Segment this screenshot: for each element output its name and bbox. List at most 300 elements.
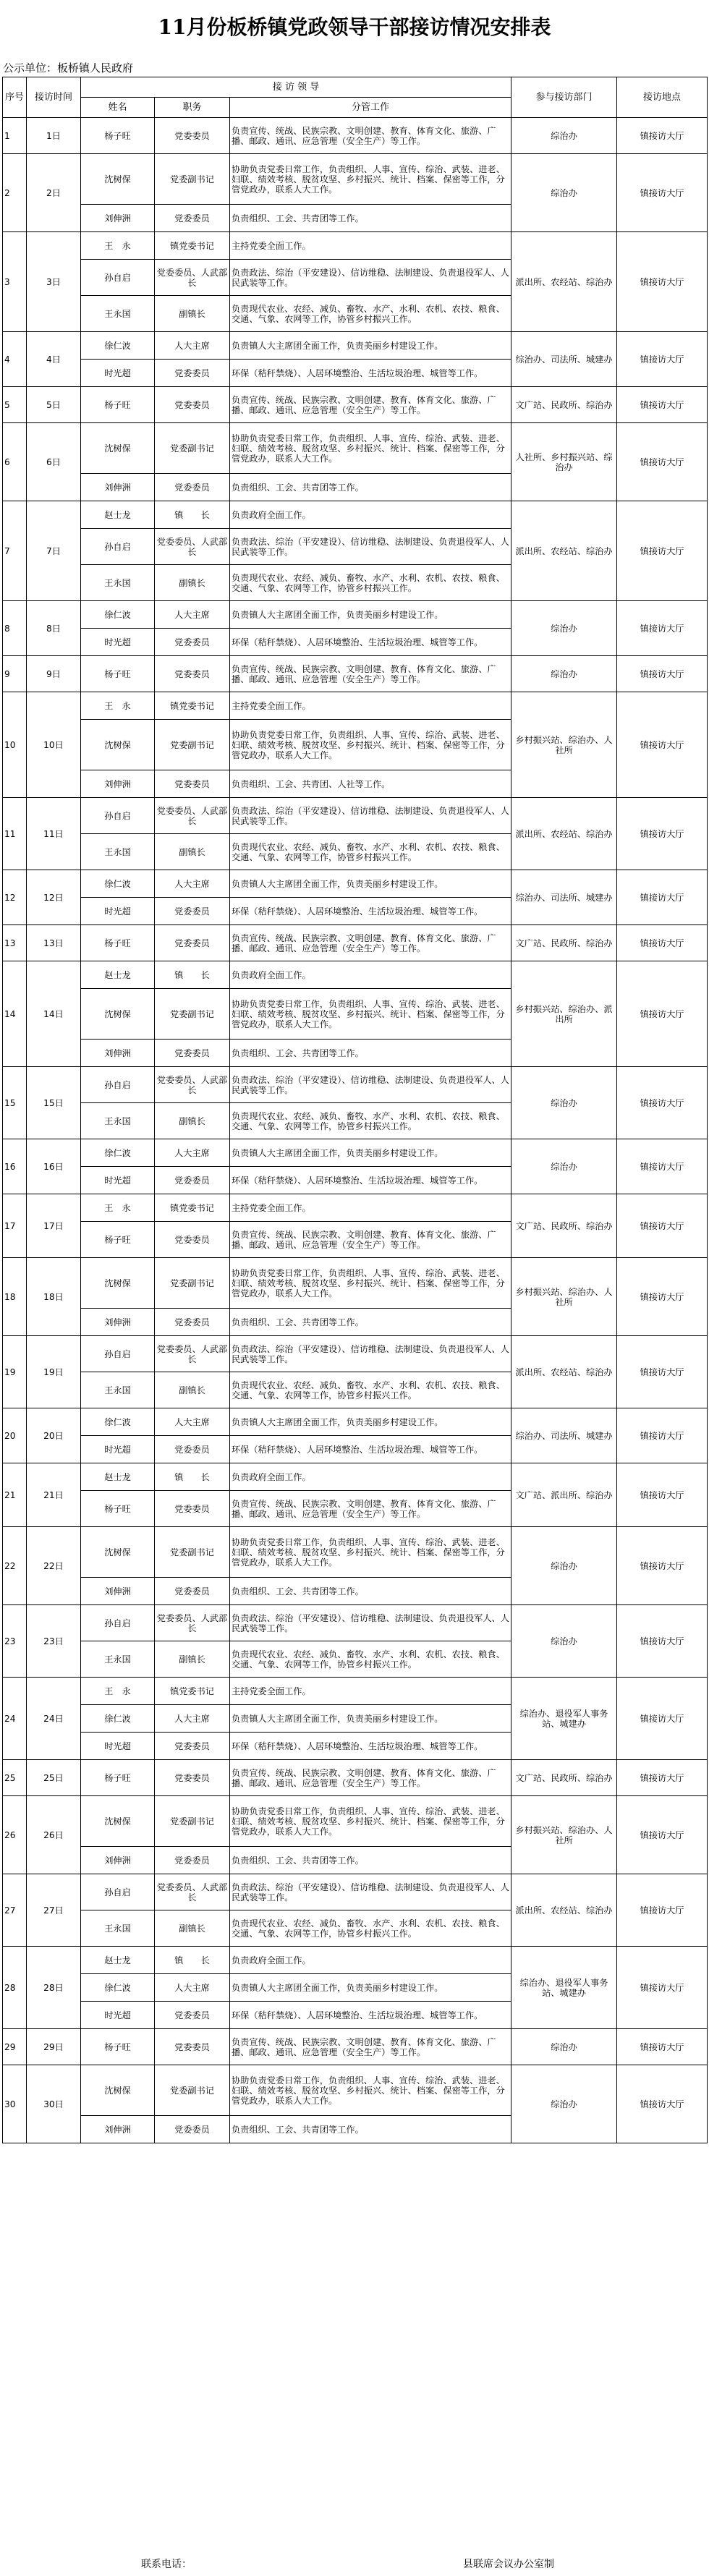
- table-row: [3, 332, 708, 360]
- leader-name-cell: 徐仁波: [81, 1974, 155, 2002]
- leader-post-cell: 党委委员: [155, 118, 230, 154]
- leader-duty-cell: 负责宣传、统战、民族宗教、文明创建、教育、体育文化、旅游、广播、邮政、通讯、应急管理（安全生产）等工作。: [230, 1491, 511, 1527]
- dept-cell: 综治办、司法所、城建办: [511, 1408, 617, 1463]
- table-row: [3, 925, 708, 961]
- place-cell: 镇接访大厅: [617, 1678, 708, 1760]
- leader-post-cell: 党委委员: [155, 770, 230, 798]
- date-cell: 2日: [27, 154, 81, 232]
- place-cell: 镇接访大厅: [617, 1947, 708, 2029]
- leader-name-cell: 王 永: [81, 232, 155, 260]
- leader-post-cell: 人大主席: [155, 1139, 230, 1167]
- leader-duty-cell: 负责镇人大主席团全面工作，负责美丽乡村建设工作。: [230, 1139, 511, 1167]
- leader-duty-cell: 负责组织、工会、共青团、人社等工作。: [230, 770, 511, 798]
- leader-duty-cell: 主持党委全面工作。: [230, 1194, 511, 1222]
- leader-name-cell: 王永国: [81, 565, 155, 601]
- date-cell: 26日: [27, 1796, 81, 1874]
- leader-name-cell: 刘伸洲: [81, 2116, 155, 2143]
- table-row: [3, 601, 708, 629]
- leader-name-cell: 孙自启: [81, 529, 155, 565]
- header-post: 职务: [155, 98, 230, 118]
- leader-duty-cell: 环保（秸秆禁烧）、人居环境整治、生活垃圾治理、城管等工作。: [230, 1733, 511, 1760]
- table-body: [3, 118, 708, 2143]
- leader-duty-cell: 负责组织、工会、共青团等工作。: [230, 1040, 511, 1067]
- leader-post-cell: 党委委员: [155, 1040, 230, 1067]
- leader-post-cell: 副镇长: [155, 1103, 230, 1139]
- date-cell: 20日: [27, 1408, 81, 1463]
- dept-cell: 综治办、司法所、城建办: [511, 870, 617, 925]
- leader-duty-cell: 负责组织、工会、共青团等工作。: [230, 474, 511, 501]
- leader-duty-cell: 负责政法、综治（平安建设）、信访维稳、法制建设、负责退役军人、人民武装等工作。: [230, 1067, 511, 1103]
- leader-duty-cell: 负责现代农业、农经、减负、畜牧、水产、水利、农机、农技、粮食、交通、气象、农网等工作，协管乡村振兴工作。: [230, 1103, 511, 1139]
- leader-name-cell: 沈树保: [81, 1527, 155, 1578]
- dept-cell: 综治办: [511, 154, 617, 232]
- date-cell: 11日: [27, 798, 81, 870]
- leader-name-cell: 刘伸洲: [81, 1847, 155, 1874]
- date-cell: 6日: [27, 423, 81, 501]
- leader-post-cell: 党委委员: [155, 1578, 230, 1605]
- leader-duty-cell: 负责现代农业、农经、减负、畜牧、水产、水利、农机、农技、粮食、交通、气象、农网等工作，协管乡村振兴工作。: [230, 834, 511, 870]
- seq-cell: 1: [3, 118, 27, 154]
- seq-cell: 20: [3, 1408, 27, 1463]
- leader-name-cell: 杨子旺: [81, 387, 155, 423]
- table-row: [3, 1527, 708, 1578]
- leader-post-cell: 党委副书记: [155, 1796, 230, 1847]
- leader-post-cell: 党委委员: [155, 360, 230, 387]
- seq-cell: 26: [3, 1796, 27, 1874]
- leader-name-cell: 时光超: [81, 1167, 155, 1194]
- seq-cell: 11: [3, 798, 27, 870]
- leader-duty-cell: 环保（秸秆禁烧）、人居环境整治、生活垃圾治理、城管等工作。: [230, 360, 511, 387]
- leader-post-cell: 党委委员: [155, 925, 230, 961]
- leader-duty-cell: 协助负责党委日常工作，负责组织、人事、宣传、综治、武装、进老、妇联、绩效考核、脱贫攻坚、乡村振兴、统计、档案、保密等工作，分管党政办，联系人大工作。: [230, 989, 511, 1040]
- leader-name-cell: 徐仁波: [81, 1139, 155, 1167]
- leader-name-cell: 沈树保: [81, 2065, 155, 2116]
- date-cell: 23日: [27, 1605, 81, 1678]
- header-depts: 参与接访部门: [511, 77, 617, 118]
- leader-post-cell: 党委副书记: [155, 989, 230, 1040]
- table-row: [3, 1760, 708, 1796]
- leader-name-cell: 杨子旺: [81, 925, 155, 961]
- seq-cell: 27: [3, 1874, 27, 1947]
- place-cell: 镇接访大厅: [617, 925, 708, 961]
- leader-post-cell: 副镇长: [155, 834, 230, 870]
- place-cell: 镇接访大厅: [617, 1336, 708, 1408]
- leader-name-cell: 杨子旺: [81, 1222, 155, 1258]
- leader-post-cell: 党委委员、人武部长: [155, 1605, 230, 1641]
- table-row: [3, 1258, 708, 1309]
- table-row: [3, 1605, 708, 1641]
- leader-post-cell: 镇党委书记: [155, 232, 230, 260]
- leader-name-cell: 王永国: [81, 1103, 155, 1139]
- dept-cell: 文广站、民政所、综治办: [511, 1760, 617, 1796]
- dept-cell: 文广站、派出所、综治办: [511, 1463, 617, 1527]
- leader-duty-cell: 负责现代农业、农经、减负、畜牧、水产、水利、农机、农技、粮食、交通、气象、农网等工作，协管乡村振兴工作。: [230, 1910, 511, 1947]
- leader-post-cell: 党委委员: [155, 1760, 230, 1796]
- dept-cell: 综治办: [511, 2029, 617, 2065]
- table-row: [3, 1463, 708, 1491]
- leader-duty-cell: 协助负责党委日常工作，负责组织、人事、宣传、综治、武装、进老、妇联、绩效考核、脱贫攻坚、乡村振兴、统计、档案、保密等工作，分管党政办，联系人大工作。: [230, 720, 511, 770]
- leader-name-cell: 刘伸洲: [81, 1040, 155, 1067]
- dept-cell: 派出所、农经站、综治办: [511, 1336, 617, 1408]
- date-cell: 29日: [27, 2029, 81, 2065]
- leader-duty-cell: 协助负责党委日常工作，负责组织、人事、宣传、综治、武装、进老、妇联、绩效考核、脱贫攻坚、乡村振兴、统计、档案、保密等工作，分管党政办，联系人大工作。: [230, 423, 511, 474]
- dept-cell: 派出所、农经站、综治办: [511, 798, 617, 870]
- place-cell: 镇接访大厅: [617, 2029, 708, 2065]
- seq-cell: 21: [3, 1463, 27, 1527]
- place-cell: 镇接访大厅: [617, 601, 708, 656]
- leader-name-cell: 刘伸洲: [81, 1578, 155, 1605]
- leader-duty-cell: 主持党委全面工作。: [230, 1678, 511, 1705]
- leader-name-cell: 赵士龙: [81, 1947, 155, 1974]
- leader-duty-cell: 负责镇人大主席团全面工作，负责美丽乡村建设工作。: [230, 1408, 511, 1436]
- seq-cell: 28: [3, 1947, 27, 2029]
- seq-cell: 29: [3, 2029, 27, 2065]
- leader-post-cell: 党委委员: [155, 205, 230, 232]
- date-cell: 8日: [27, 601, 81, 656]
- schedule-table: [2, 77, 708, 2143]
- leader-post-cell: 党委委员、人武部长: [155, 1336, 230, 1372]
- leader-duty-cell: 协助负责党委日常工作，负责组织、人事、宣传、综治、武装、进老、妇联、绩效考核、脱贫攻坚、乡村振兴、统计、档案、保密等工作，分管党政办，联系人大工作。: [230, 1796, 511, 1847]
- date-cell: 22日: [27, 1527, 81, 1605]
- leader-name-cell: 王永国: [81, 1372, 155, 1408]
- leader-name-cell: 赵士龙: [81, 961, 155, 989]
- leader-post-cell: 党委委员: [155, 1733, 230, 1760]
- leader-name-cell: 杨子旺: [81, 1491, 155, 1527]
- leader-post-cell: 党委委员: [155, 1222, 230, 1258]
- seq-cell: 23: [3, 1605, 27, 1678]
- seq-cell: 30: [3, 2065, 27, 2143]
- place-cell: 镇接访大厅: [617, 1408, 708, 1463]
- leader-name-cell: 徐仁波: [81, 1705, 155, 1733]
- leader-name-cell: 王永国: [81, 1641, 155, 1678]
- dept-cell: 综治办: [511, 1605, 617, 1678]
- leader-post-cell: 党委委员: [155, 629, 230, 656]
- leader-duty-cell: 负责政法、综治（平安建设）、信访维稳、法制建设、负责退役军人、人民武装等工作。: [230, 260, 511, 296]
- publisher-line: 公示单位：板桥镇人民政府: [3, 61, 134, 75]
- leader-name-cell: 徐仁波: [81, 332, 155, 360]
- table-row: [3, 2065, 708, 2116]
- date-cell: 21日: [27, 1463, 81, 1527]
- leader-post-cell: 党委委员: [155, 898, 230, 925]
- leader-duty-cell: 负责政法、综治（平安建设）、信访维稳、法制建设、负责退役军人、人民武装等工作。: [230, 798, 511, 834]
- dept-cell: 派出所、农经站、综治办: [511, 501, 617, 601]
- leader-name-cell: 王永国: [81, 834, 155, 870]
- table-row: [3, 1874, 708, 1910]
- leader-duty-cell: 环保（秸秆禁烧）、人居环境整治、生活垃圾治理、城管等工作。: [230, 898, 511, 925]
- leader-duty-cell: 负责现代农业、农经、减负、畜牧、水产、水利、农机、农技、粮食、交通、气象、农网等工作，协管乡村振兴工作。: [230, 1372, 511, 1408]
- table-header: [3, 77, 708, 118]
- place-cell: 镇接访大厅: [617, 118, 708, 154]
- date-cell: 7日: [27, 501, 81, 601]
- leader-name-cell: 时光超: [81, 1733, 155, 1760]
- leader-post-cell: 人大主席: [155, 332, 230, 360]
- issuer-label: 县联席会议办公室制: [463, 2559, 554, 2570]
- leader-post-cell: 镇党委书记: [155, 692, 230, 720]
- leader-duty-cell: 负责组织、工会、共青团等工作。: [230, 2116, 511, 2143]
- dept-cell: 文广站、民政所、综治办: [511, 387, 617, 423]
- seq-cell: 9: [3, 656, 27, 692]
- leader-name-cell: 王 永: [81, 692, 155, 720]
- leader-post-cell: 党委副书记: [155, 1258, 230, 1309]
- leader-name-cell: 刘伸洲: [81, 205, 155, 232]
- seq-cell: 19: [3, 1336, 27, 1408]
- table-row: [3, 118, 708, 154]
- header-leaders-group: 接 访 领 导: [81, 77, 511, 98]
- leader-post-cell: 党委副书记: [155, 423, 230, 474]
- header-time: 接访时间: [27, 77, 81, 118]
- leader-name-cell: 徐仁波: [81, 1408, 155, 1436]
- dept-cell: 综治办: [511, 118, 617, 154]
- header-place: 接访地点: [617, 77, 708, 118]
- table-row: [3, 423, 708, 474]
- table-row: [3, 1139, 708, 1167]
- date-cell: 5日: [27, 387, 81, 423]
- leader-duty-cell: 负责政府全面工作。: [230, 1947, 511, 1974]
- table-row: [3, 501, 708, 529]
- place-cell: 镇接访大厅: [617, 1605, 708, 1678]
- page-title: 11月份板桥镇党政领导干部接访情况安排表: [158, 15, 551, 39]
- seq-cell: 16: [3, 1139, 27, 1194]
- leader-duty-cell: 环保（秸秆禁烧）、人居环境整治、生活垃圾治理、城管等工作。: [230, 1436, 511, 1463]
- leader-duty-cell: 负责政法、综治（平安建设）、信访维稳、法制建设、负责退役军人、人民武装等工作。: [230, 1874, 511, 1910]
- seq-cell: 7: [3, 501, 27, 601]
- header-seq: 序号: [3, 77, 27, 118]
- place-cell: 镇接访大厅: [617, 423, 708, 501]
- leader-duty-cell: 负责宣传、统战、民族宗教、文明创建、教育、体育文化、旅游、广播、邮政、通讯、应急管理（安全生产）等工作。: [230, 2029, 511, 2065]
- place-cell: 镇接访大厅: [617, 798, 708, 870]
- leader-duty-cell: 负责镇人大主席团全面工作，负责美丽乡村建设工作。: [230, 1974, 511, 2002]
- leader-post-cell: 党委委员: [155, 2002, 230, 2029]
- seq-cell: 18: [3, 1258, 27, 1336]
- leader-post-cell: 党委委员、人武部长: [155, 1067, 230, 1103]
- leader-duty-cell: 负责宣传、统战、民族宗教、文明创建、教育、体育文化、旅游、广播、邮政、通讯、应急管理（安全生产）等工作。: [230, 656, 511, 692]
- leader-duty-cell: 负责镇人大主席团全面工作，负责美丽乡村建设工作。: [230, 601, 511, 629]
- leader-post-cell: 镇 长: [155, 501, 230, 529]
- date-cell: 30日: [27, 2065, 81, 2143]
- place-cell: 镇接访大厅: [617, 961, 708, 1067]
- seq-cell: 17: [3, 1194, 27, 1258]
- table-row: [3, 2029, 708, 2065]
- leader-duty-cell: 负责宣传、统战、民族宗教、文明创建、教育、体育文化、旅游、广播、邮政、通讯、应急管理（安全生产）等工作。: [230, 118, 511, 154]
- place-cell: 镇接访大厅: [617, 501, 708, 601]
- leader-name-cell: 孙自启: [81, 260, 155, 296]
- seq-cell: 13: [3, 925, 27, 961]
- leader-post-cell: 党委副书记: [155, 2065, 230, 2116]
- leader-duty-cell: 负责政府全面工作。: [230, 961, 511, 989]
- leader-name-cell: 沈树保: [81, 1258, 155, 1309]
- dept-cell: 文广站、民政所、综治办: [511, 1194, 617, 1258]
- seq-cell: 25: [3, 1760, 27, 1796]
- leader-name-cell: 刘伸洲: [81, 770, 155, 798]
- leader-duty-cell: 负责镇人大主席团全面工作，负责美丽乡村建设工作。: [230, 332, 511, 360]
- place-cell: 镇接访大厅: [617, 154, 708, 232]
- leader-duty-cell: 负责宣传、统战、民族宗教、文明创建、教育、体育文化、旅游、广播、邮政、通讯、应急管理（安全生产）等工作。: [230, 1222, 511, 1258]
- leader-post-cell: 副镇长: [155, 296, 230, 332]
- leader-duty-cell: 负责组织、工会、共青团等工作。: [230, 205, 511, 232]
- leader-duty-cell: 负责现代农业、农经、减负、畜牧、水产、水利、农机、农技、粮食、交通、气象、农网等工作，协管乡村振兴工作。: [230, 296, 511, 332]
- leader-name-cell: 杨子旺: [81, 656, 155, 692]
- leader-duty-cell: 协助负责党委日常工作，负责组织、人事、宣传、综治、武装、进老、妇联、绩效考核、脱贫攻坚、乡村振兴、统计、档案、保密等工作，分管党政办，联系人大工作。: [230, 2065, 511, 2116]
- leader-duty-cell: 协助负责党委日常工作，负责组织、人事、宣传、综治、武装、进老、妇联、绩效考核、脱贫攻坚、乡村振兴、统计、档案、保密等工作，分管党政办，联系人大工作。: [230, 154, 511, 205]
- seq-cell: 10: [3, 692, 27, 798]
- leader-duty-cell: 协助负责党委日常工作，负责组织、人事、宣传、综治、武装、进老、妇联、绩效考核、脱贫攻坚、乡村振兴、统计、档案、保密等工作，分管党政办，联系人大工作。: [230, 1258, 511, 1309]
- dept-cell: 乡村振兴站、综治办、人社所: [511, 1796, 617, 1874]
- dept-cell: 乡村振兴站、综治办、人社所: [511, 1258, 617, 1336]
- leader-post-cell: 镇 长: [155, 1463, 230, 1491]
- seq-cell: 3: [3, 232, 27, 332]
- leader-post-cell: 党委委员: [155, 474, 230, 501]
- leader-name-cell: 王 永: [81, 1678, 155, 1705]
- table-row: [3, 961, 708, 989]
- table-row: [3, 1067, 708, 1103]
- leader-post-cell: 镇 长: [155, 1947, 230, 1974]
- seq-cell: 8: [3, 601, 27, 656]
- leader-post-cell: 党委副书记: [155, 720, 230, 770]
- leader-name-cell: 孙自启: [81, 798, 155, 834]
- leader-duty-cell: 环保（秸秆禁烧）、人居环境整治、生活垃圾治理、城管等工作。: [230, 2002, 511, 2029]
- leader-post-cell: 党委副书记: [155, 154, 230, 205]
- leader-name-cell: 沈树保: [81, 989, 155, 1040]
- table-row: [3, 798, 708, 834]
- dept-cell: 派出所、农经站、综治办: [511, 232, 617, 332]
- leader-name-cell: 刘伸洲: [81, 474, 155, 501]
- leader-name-cell: 赵士龙: [81, 501, 155, 529]
- date-cell: 18日: [27, 1258, 81, 1336]
- leader-post-cell: 党委委员: [155, 1436, 230, 1463]
- dept-cell: 综治办、退役军人事务站、城建办: [511, 1947, 617, 2029]
- place-cell: 镇接访大厅: [617, 2065, 708, 2143]
- seq-cell: 15: [3, 1067, 27, 1139]
- dept-cell: 综治办、退役军人事务站、城建办: [511, 1678, 617, 1760]
- table-row: [3, 1796, 708, 1847]
- leader-name-cell: 徐仁波: [81, 870, 155, 898]
- seq-cell: 22: [3, 1527, 27, 1605]
- leader-name-cell: 孙自启: [81, 1336, 155, 1372]
- seq-cell: 6: [3, 423, 27, 501]
- leader-name-cell: 时光超: [81, 1436, 155, 1463]
- place-cell: 镇接访大厅: [617, 1463, 708, 1527]
- leader-duty-cell: 环保（秸秆禁烧）、人居环境整治、生活垃圾治理、城管等工作。: [230, 1167, 511, 1194]
- dept-cell: 综治办: [511, 2065, 617, 2143]
- leader-name-cell: 沈树保: [81, 154, 155, 205]
- leader-post-cell: 党委委员、人武部长: [155, 798, 230, 834]
- leader-post-cell: 党委委员: [155, 1309, 230, 1336]
- date-cell: 27日: [27, 1874, 81, 1947]
- leader-duty-cell: 负责政府全面工作。: [230, 501, 511, 529]
- place-cell: 镇接访大厅: [617, 232, 708, 332]
- dept-cell: 文广站、民政所、综治办: [511, 925, 617, 961]
- date-cell: 17日: [27, 1194, 81, 1258]
- leader-post-cell: 党委委员: [155, 1167, 230, 1194]
- header-duty: 分管工作: [230, 98, 511, 118]
- leader-duty-cell: 负责政法、综治（平安建设）、信访维稳、法制建设、负责退役军人、人民武装等工作。: [230, 529, 511, 565]
- seq-cell: 5: [3, 387, 27, 423]
- leader-post-cell: 党委委员: [155, 1847, 230, 1874]
- leader-name-cell: 沈树保: [81, 1796, 155, 1847]
- leader-post-cell: 党委委员、人武部长: [155, 260, 230, 296]
- leader-name-cell: 王永国: [81, 296, 155, 332]
- leader-name-cell: 孙自启: [81, 1067, 155, 1103]
- leader-post-cell: 镇党委书记: [155, 1194, 230, 1222]
- date-cell: 13日: [27, 925, 81, 961]
- leader-duty-cell: 负责现代农业、农经、减负、畜牧、水产、水利、农机、农技、粮食、交通、气象、农网等工作，协管乡村振兴工作。: [230, 1641, 511, 1678]
- leader-name-cell: 王 永: [81, 1194, 155, 1222]
- dept-cell: 派出所、农经站、综治办: [511, 1874, 617, 1947]
- leader-duty-cell: 主持党委全面工作。: [230, 232, 511, 260]
- leader-post-cell: 党委副书记: [155, 1527, 230, 1578]
- leader-duty-cell: 负责组织、工会、共青团等工作。: [230, 1847, 511, 1874]
- leader-post-cell: 党委委员、人武部长: [155, 1874, 230, 1910]
- dept-cell: 综治办: [511, 1067, 617, 1139]
- leader-post-cell: 人大主席: [155, 1974, 230, 2002]
- leader-duty-cell: 负责宣传、统战、民族宗教、文明创建、教育、体育文化、旅游、广播、邮政、通讯、应急管理（安全生产）等工作。: [230, 387, 511, 423]
- leader-duty-cell: 负责组织、工会、共青团等工作。: [230, 1578, 511, 1605]
- dept-cell: 综治办: [511, 1527, 617, 1605]
- leader-name-cell: 时光超: [81, 898, 155, 925]
- place-cell: 镇接访大厅: [617, 692, 708, 798]
- leader-post-cell: 人大主席: [155, 601, 230, 629]
- leader-post-cell: 人大主席: [155, 1408, 230, 1436]
- table-row: [3, 1947, 708, 1974]
- place-cell: 镇接访大厅: [617, 1760, 708, 1796]
- table-row: [3, 387, 708, 423]
- leader-duty-cell: 环保（秸秆禁烧）、人居环境整治、生活垃圾治理、城管等工作。: [230, 629, 511, 656]
- date-cell: 15日: [27, 1067, 81, 1139]
- seq-cell: 2: [3, 154, 27, 232]
- place-cell: 镇接访大厅: [617, 1194, 708, 1258]
- place-cell: 镇接访大厅: [617, 1796, 708, 1874]
- place-cell: 镇接访大厅: [617, 1139, 708, 1194]
- leader-name-cell: 时光超: [81, 2002, 155, 2029]
- table-row: [3, 232, 708, 260]
- date-cell: 14日: [27, 961, 81, 1067]
- place-cell: 镇接访大厅: [617, 1874, 708, 1947]
- date-cell: 25日: [27, 1760, 81, 1796]
- seq-cell: 14: [3, 961, 27, 1067]
- leader-post-cell: 党委委员: [155, 2029, 230, 2065]
- leader-post-cell: 副镇长: [155, 1910, 230, 1947]
- table-row: [3, 870, 708, 898]
- seq-cell: 12: [3, 870, 27, 925]
- leader-post-cell: 党委委员: [155, 656, 230, 692]
- header-name: 姓名: [81, 98, 155, 118]
- leader-duty-cell: 负责宣传、统战、民族宗教、文明创建、教育、体育文化、旅游、广播、邮政、通讯、应急管理（安全生产）等工作。: [230, 1760, 511, 1796]
- dept-cell: 综治办、司法所、城建办: [511, 332, 617, 387]
- place-cell: 镇接访大厅: [617, 870, 708, 925]
- dept-cell: 人社所、乡村振兴站、综治办: [511, 423, 617, 501]
- place-cell: 镇接访大厅: [617, 1527, 708, 1605]
- leader-post-cell: 党委委员、人武部长: [155, 529, 230, 565]
- leader-duty-cell: 负责镇人大主席团全面工作，负责美丽乡村建设工作。: [230, 1705, 511, 1733]
- leader-post-cell: 镇 长: [155, 961, 230, 989]
- leader-post-cell: 副镇长: [155, 565, 230, 601]
- leader-post-cell: 副镇长: [155, 1372, 230, 1408]
- date-cell: 19日: [27, 1336, 81, 1408]
- place-cell: 镇接访大厅: [617, 656, 708, 692]
- leader-post-cell: 人大主席: [155, 1705, 230, 1733]
- leader-post-cell: 人大主席: [155, 870, 230, 898]
- date-cell: 4日: [27, 332, 81, 387]
- leader-name-cell: 徐仁波: [81, 601, 155, 629]
- leader-post-cell: 党委委员: [155, 2116, 230, 2143]
- leader-duty-cell: 主持党委全面工作。: [230, 692, 511, 720]
- date-cell: 12日: [27, 870, 81, 925]
- date-cell: 9日: [27, 656, 81, 692]
- dept-cell: 乡村振兴站、综治办、人社所: [511, 692, 617, 798]
- leader-name-cell: 王永国: [81, 1910, 155, 1947]
- leader-duty-cell: 负责政府全面工作。: [230, 1463, 511, 1491]
- contact-label: 联系电话：: [141, 2559, 192, 2570]
